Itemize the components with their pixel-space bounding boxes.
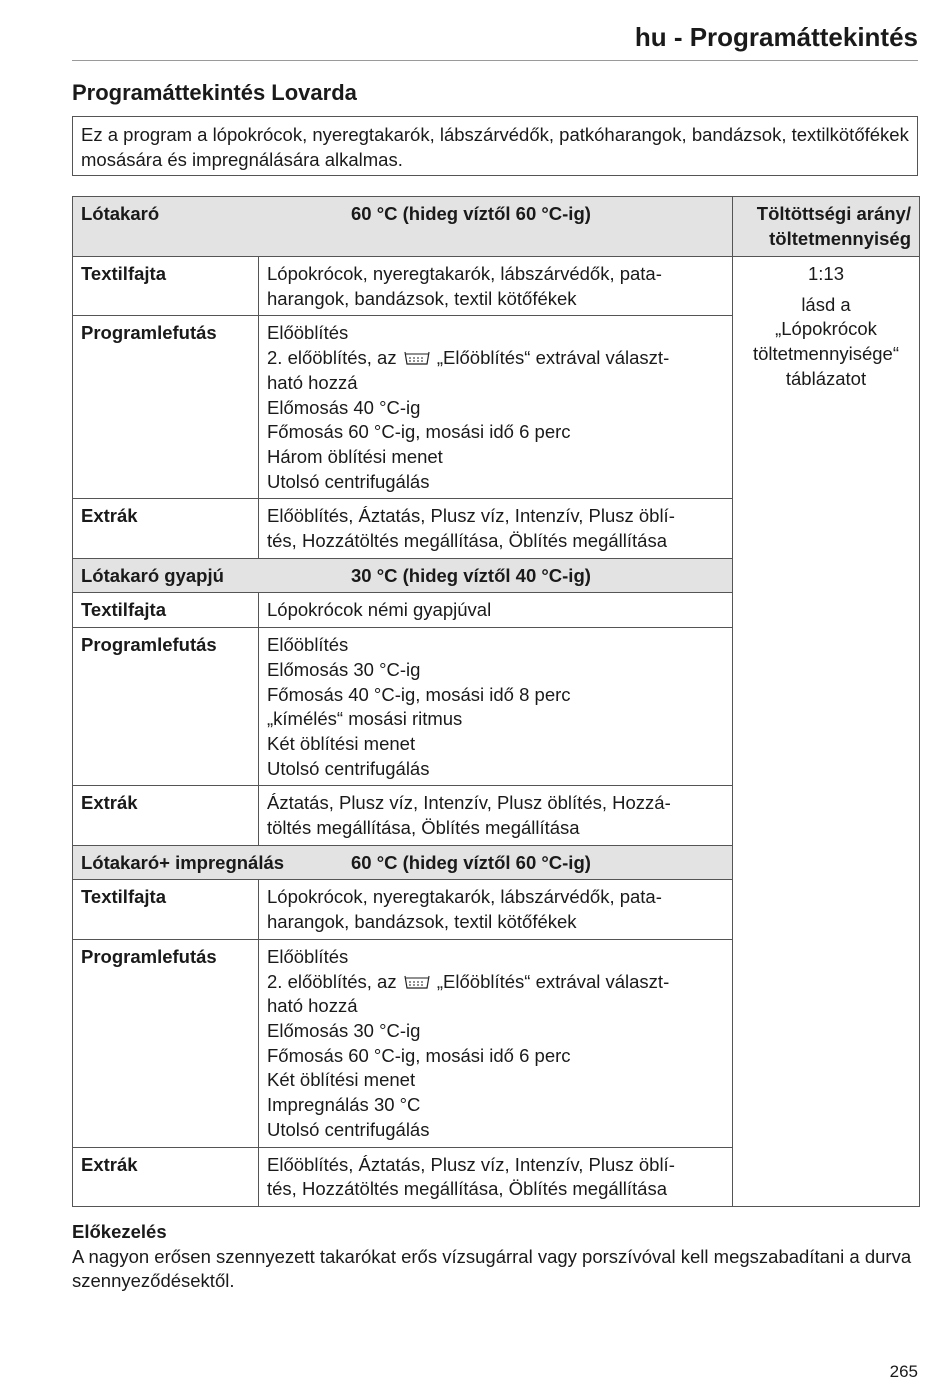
- content-line: Főmosás 60 °C-ig, mosási idő 6 perc: [267, 1044, 571, 1066]
- row-label: Programlefutás: [73, 628, 259, 786]
- row-content: [259, 880, 733, 939]
- program-name: Lótakaró: [81, 203, 160, 224]
- load-cell: [733, 257, 920, 1207]
- content-line: tés, Hozzátöltés megállítása, Öblítés megállítása: [267, 1178, 667, 1200]
- program-temperature: 60 °C (hideg víztől 60 °C-ig): [351, 851, 591, 873]
- load-header: Töltöttségi arány/ töltetmennyiség: [733, 197, 920, 257]
- load-note: lásd a „Lópokrócok töltetmennyisége“ táblázatot: [752, 293, 900, 389]
- program-name: Lótakaró gyapjú: [81, 564, 224, 586]
- content-line: Három öblítési menet: [267, 445, 443, 467]
- table-row: [73, 257, 920, 316]
- content-line: Főmosás 60 °C-ig, mosási idő 6 perc: [267, 421, 571, 443]
- content-line: harangok, bandázsok, textil kötőfékek: [267, 287, 577, 309]
- prewash-tub-icon: [404, 974, 430, 989]
- page-header: [72, 18, 918, 61]
- content-line: Lópokrócok némi gyapjúval: [267, 599, 492, 621]
- row-label: Extrák: [73, 786, 259, 845]
- content-line: töltés megállítása, Öblítés megállítása: [267, 817, 580, 839]
- content-line: 2. előöblítés, az „Előöblítés“ extrával választ-: [267, 970, 670, 992]
- row-label: Extrák: [73, 499, 259, 558]
- content-line: „kímélés“ mosási ritmus: [267, 708, 463, 730]
- row-content: [259, 593, 733, 628]
- content-line: Előöblítés: [267, 634, 349, 656]
- page-number: 265: [889, 1362, 918, 1381]
- row-content: [259, 628, 733, 786]
- content-line: Előöblítés, Áztatás, Plusz víz, Intenzív, Plusz öblí-: [267, 505, 675, 527]
- content-line: 2. előöblítés, az „Előöblítés“ extrával választ-: [267, 347, 670, 369]
- prewash-tub-icon: [404, 350, 430, 365]
- row-label: Textilfajta: [73, 593, 259, 628]
- content-line: Lópokrócok, nyeregtakarók, lábszárvédők, pata-: [267, 886, 662, 908]
- content-line: Előmosás 30 °C-ig: [267, 1019, 421, 1041]
- content-line: Előöblítés, Áztatás, Plusz víz, Intenzív, Plusz öblí-: [267, 1153, 675, 1175]
- row-label: Programlefutás: [73, 939, 259, 1147]
- row-label: Extrák: [73, 1147, 259, 1206]
- content-line: Előöblítés: [267, 322, 349, 344]
- content-line: Utolsó centrifugálás: [267, 757, 430, 779]
- load-ratio: 1:13: [807, 263, 844, 284]
- section-title: Programáttekintés Lovarda: [72, 80, 357, 105]
- program-temperature: 30 °C (hideg víztől 40 °C-ig): [351, 564, 591, 586]
- content-line: Két öblítési menet: [267, 732, 416, 754]
- pretreatment-text: A nagyon erősen szennyezett takarókat erős vízsugárral vagy porszívóval kell megszabadítani a durva szennyeződésektől.: [72, 1245, 912, 1291]
- program-name: Lótakaró+ impregnálás: [81, 851, 285, 873]
- row-content: [259, 257, 733, 316]
- content-line: Főmosás 40 °C-ig, mosási idő 8 perc: [267, 683, 571, 705]
- row-content: [259, 939, 733, 1147]
- content-line: tés, Hozzátöltés megállítása, Öblítés megállítása: [267, 530, 667, 552]
- page-header-title: hu - Programáttekintés: [634, 22, 918, 52]
- content-line: ható hozzá: [267, 371, 358, 393]
- table-header-row: [73, 197, 920, 257]
- row-label: Programlefutás: [73, 316, 259, 499]
- program-table: [72, 196, 920, 1207]
- row-content: [259, 499, 733, 558]
- row-content: [259, 316, 733, 499]
- row-label: Textilfajta: [73, 257, 259, 316]
- content-line: Impregnálás 30 °C: [267, 1094, 421, 1116]
- content-line: Lópokrócok, nyeregtakarók, lábszárvédők, pata-: [267, 263, 662, 284]
- content-line: harangok, bandázsok, textil kötőfékek: [267, 911, 577, 933]
- content-line: Előmosás 40 °C-ig: [267, 396, 421, 418]
- content-line: ható hozzá: [267, 995, 358, 1017]
- content-line: Áztatás, Plusz víz, Intenzív, Plusz öblítés, Hozzá-: [267, 792, 671, 814]
- content-line: Két öblítési menet: [267, 1069, 416, 1091]
- pretreatment-title: Előkezelés: [72, 1221, 167, 1242]
- row-content: [259, 1147, 733, 1206]
- program-temperature: 60 °C (hideg víztől 60 °C-ig): [351, 203, 591, 224]
- row-label: Textilfajta: [73, 880, 259, 939]
- row-content: [259, 786, 733, 845]
- content-line: Utolsó centrifugálás: [267, 470, 430, 492]
- content-line: Előmosás 30 °C-ig: [267, 658, 421, 680]
- content-line: Utolsó centrifugálás: [267, 1118, 430, 1140]
- pretreatment-section: [72, 1220, 918, 1294]
- intro-box: [72, 116, 918, 176]
- intro-text: Ez a program a lópokrócok, nyeregtakarók, lábszárvédők, patkóharangok, bandázsok, textilkötőfékek mosására és impregnálására alkalmas.: [81, 124, 909, 170]
- content-line: Előöblítés: [267, 945, 349, 967]
